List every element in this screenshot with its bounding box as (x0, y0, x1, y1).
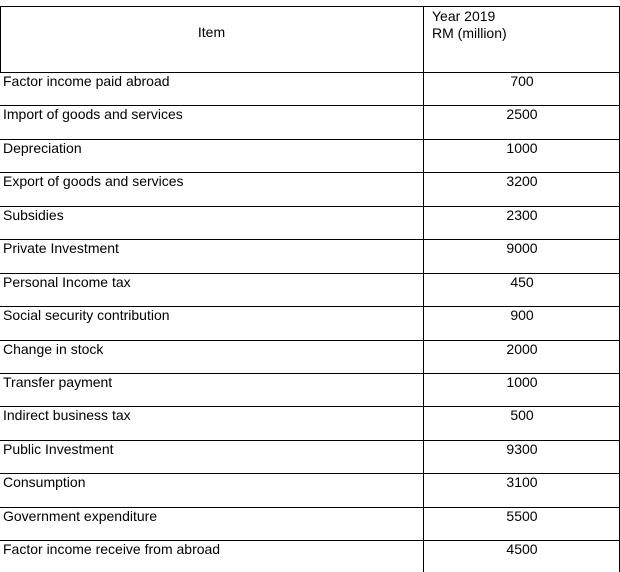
row-label: Consumption (3, 474, 86, 490)
row-value: 2500 (506, 106, 538, 122)
row-value: 5500 (506, 508, 538, 524)
row-value: 450 (510, 274, 534, 290)
row-value: 9300 (506, 441, 538, 457)
row-value: 3200 (506, 173, 538, 189)
row-label: Indirect business tax (3, 407, 131, 423)
row-label: Import of goods and services (3, 106, 183, 122)
row-label: Export of goods and services (3, 173, 184, 189)
row-label: Public Investment (3, 441, 114, 457)
header-year-line1: Year 2019 (432, 8, 496, 24)
row-value: 2300 (506, 207, 538, 223)
header-year-unit: RM (million) (432, 25, 507, 41)
row-label: Factor income paid abroad (3, 73, 170, 89)
row-value: 1000 (506, 140, 538, 156)
row-label: Government expenditure (3, 508, 158, 524)
row-label: Subsidies (3, 207, 64, 223)
row-label: Transfer payment (3, 374, 113, 390)
row-value: 1000 (506, 374, 538, 390)
table-top-border (0, 6, 620, 7)
row-label: Private Investment (3, 240, 119, 256)
row-value: 700 (510, 73, 534, 89)
row-value: 500 (510, 407, 534, 423)
row-label: Depreciation (3, 140, 82, 156)
row-label: Personal Income tax (3, 274, 131, 290)
row-value: 4500 (506, 541, 538, 557)
header-item: Item (197, 24, 226, 40)
row-value: 2000 (506, 341, 538, 357)
row-label: Change in stock (3, 341, 104, 357)
header-year (432, 8, 507, 42)
row-label: Social security contribution (3, 307, 170, 323)
row-value: 9000 (506, 240, 538, 256)
row-value: 3100 (506, 474, 538, 490)
row-value: 900 (510, 307, 534, 323)
data-table (0, 6, 620, 572)
row-label: Factor income receive from abroad (3, 541, 221, 557)
